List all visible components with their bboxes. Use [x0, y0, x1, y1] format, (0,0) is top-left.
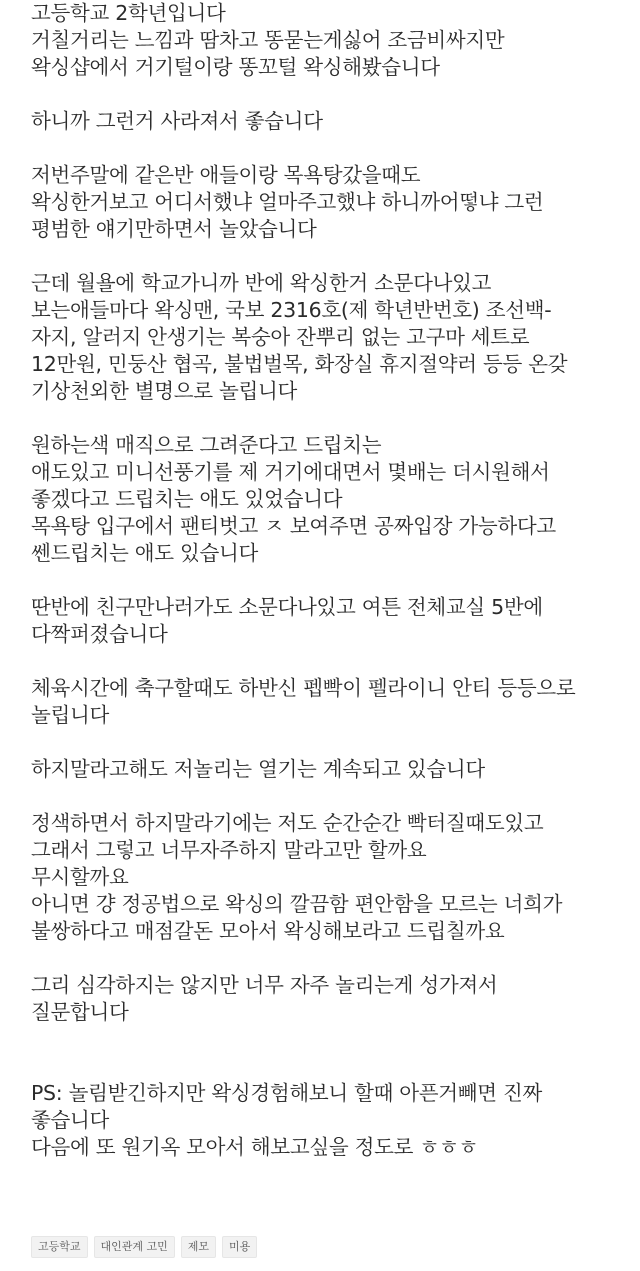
post-line: 평범한 얘기만하면서 놀았습니다: [31, 217, 317, 241]
post-line: [31, 405, 631, 432]
post-line: 고등학교 2학년입니다: [31, 1, 226, 25]
post-line: 정색하면서 하지말라기에는 저도 순간순간 빡터질때도있고: [31, 811, 544, 835]
post-line: 12만원, 민둥산 협곡, 불법벌목, 화장실 휴지절약러 등등 온갖: [31, 352, 568, 376]
tag-chip[interactable]: 제모: [181, 1236, 216, 1258]
post-line: [31, 135, 631, 162]
post-line: 무시할까요: [31, 865, 129, 889]
post-line: [31, 648, 631, 675]
post-line: 목욕탕 입구에서 팬티벗고 ㅈ 보여주면 공짜입장 가능하다고: [31, 514, 556, 538]
post-line: [31, 1053, 631, 1080]
post-line: [31, 729, 631, 756]
post-line: 체육시간에 축구할때도 하반신 펩빡이 펠라이니 안티 등등으로: [31, 676, 576, 700]
post-line: [31, 243, 631, 270]
post-body: [31, 0, 631, 1161]
post-line: 근데 월욜에 학교가니까 반에 왁싱한거 소문다나있고: [31, 271, 492, 295]
post-line: 거칠거리는 느낌과 땀차고 똥묻는게싫어 조금비싸지만: [31, 28, 505, 52]
post-line: 쎈드립치는 애도 있습니다: [31, 541, 258, 565]
post-line: 자지, 알러지 안생기는 복숭아 잔뿌리 없는 고구마 세트로: [31, 325, 530, 349]
post-line: 놀립니다: [31, 703, 110, 727]
post-line: 하지말라고해도 저놀리는 열기는 계속되고 있습니다: [31, 757, 485, 781]
post-line: 좋습니다: [31, 1108, 110, 1132]
post-line: 불쌍하다고 매점갈돈 모아서 왁싱해보라고 드립칠까요: [31, 919, 505, 943]
post-line: 왁싱샵에서 거기털이랑 똥꼬털 왁싱해봤습니다: [31, 55, 440, 79]
post-line: 다음에 또 원기옥 모아서 해보고싶을 정도로 ㅎㅎㅎ: [31, 1135, 478, 1159]
post-line: [31, 567, 631, 594]
post-line: 좋겠다고 드립치는 애도 있었습니다: [31, 487, 343, 511]
post-line: 다짝퍼졌습니다: [31, 622, 168, 646]
post-line: 아니면 걍 정공법으로 왁싱의 깔끔함 편안함을 모르는 너희가: [31, 892, 563, 916]
post-line: 원하는색 매직으로 그려준다고 드립치는: [31, 433, 382, 457]
tag-chip[interactable]: 고등학교: [31, 1236, 88, 1258]
tag-chip[interactable]: 미용: [222, 1236, 257, 1258]
post-line: 애도있고 미니선풍기를 제 거기에대면서 몇배는 더시원해서: [31, 460, 550, 484]
post-line: 하니까 그런거 사라져서 좋습니다: [31, 109, 323, 133]
post-line: 그래서 그렇고 너무자주하지 말라고만 할까요: [31, 838, 427, 862]
post-line: 기상천외한 별명으로 놀립니다: [31, 379, 297, 403]
post-line: 왁싱한거보고 어디서했냐 얼마주고했냐 하니까어떻냐 그런: [31, 190, 544, 214]
post-line: [31, 81, 631, 108]
tag-list: [31, 1236, 257, 1258]
tag-chip[interactable]: 대인관계 고민: [94, 1236, 175, 1258]
post-line: 질문합니다: [31, 1000, 129, 1024]
post-line: [31, 1026, 631, 1053]
post-line: 그리 심각하지는 않지만 너무 자주 놀리는게 성가져서: [31, 973, 498, 997]
post-line: 보는애들마다 왁싱맨, 국보 2316호(제 학년반번호) 조선백-: [31, 298, 552, 322]
post-line: PS: 놀림받긴하지만 왁싱경험해보니 할때 아픈거빼면 진짜: [31, 1081, 543, 1105]
post-line: 저번주말에 같은반 애들이랑 목욕탕갔을때도: [31, 163, 421, 187]
post-line: [31, 783, 631, 810]
post-line: 딴반에 친구만나러가도 소문다나있고 여튼 전체교실 5반에: [31, 595, 543, 619]
post-line: [31, 945, 631, 972]
